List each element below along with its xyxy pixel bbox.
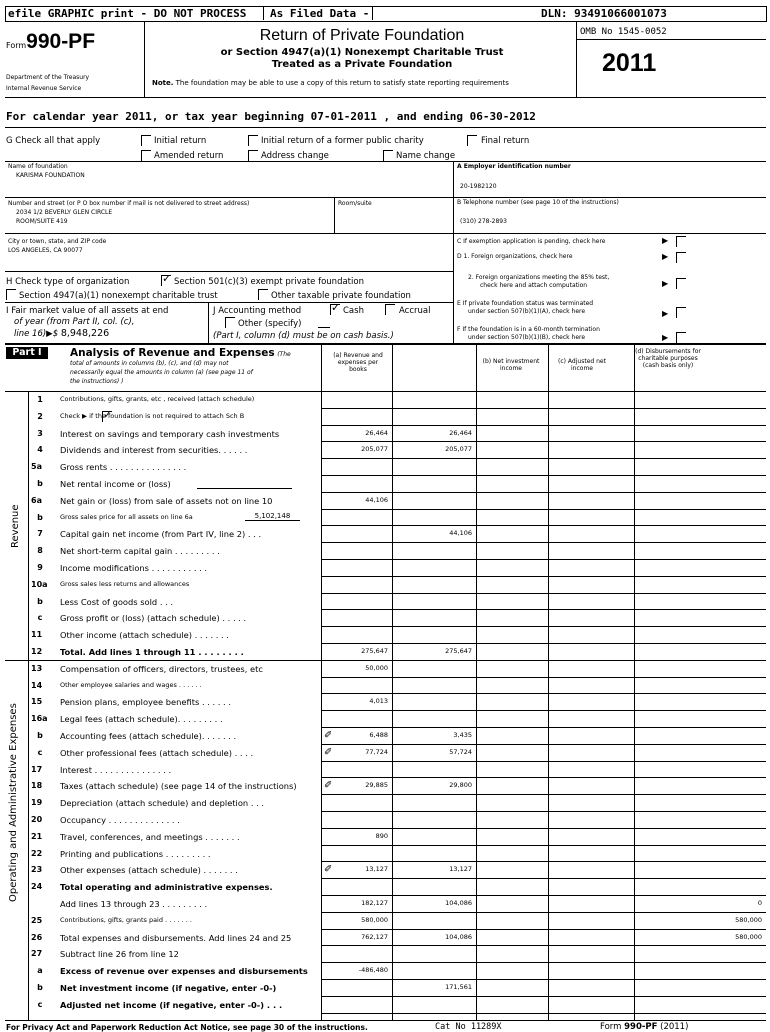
table-cell-a: 44,106: [365, 495, 388, 504]
table-row-rule: [321, 441, 766, 442]
table-row-label: Dividends and interest from securities. . . . . .: [60, 445, 248, 456]
table-cell-a: 77,724: [365, 747, 388, 756]
part-tag: Part I: [6, 347, 48, 359]
table-row-label: Total operating and administrative expenses.: [60, 882, 273, 893]
address-change-label: Address change: [261, 151, 329, 161]
attachment-icon[interactable]: ✐: [324, 864, 333, 876]
table-cell-b: 104,086: [445, 899, 472, 907]
table-cell-b: 57,724: [449, 747, 472, 756]
table-row-label: Subtract line 26 from line 12: [60, 949, 179, 960]
table-row-rule: [321, 626, 766, 627]
table-row-rule: [321, 962, 766, 963]
table-row-rule: [321, 425, 766, 426]
j-other-checkbox[interactable]: [225, 317, 235, 328]
filed-label: As Filed Data -: [270, 7, 370, 20]
part-desc-1: total of amounts in columns (b), (c), and (d) may not: [70, 360, 229, 367]
table-row-number: 25: [31, 915, 43, 925]
table-cell-b: 275,647: [445, 647, 472, 655]
table-row-rule: [321, 458, 766, 459]
table-cell-a: -486,480: [358, 966, 388, 975]
table-row-number: 1: [37, 395, 43, 404]
attachment-icon[interactable]: ✐: [324, 746, 333, 758]
street-line-2: ROOM/SUITE 419: [16, 218, 68, 225]
table-row-number: 2: [37, 411, 43, 421]
form-number: [6, 30, 95, 54]
table-row-label: Net rental income or (loss): [60, 479, 171, 489]
table-row-rule: [321, 861, 766, 862]
table-row-rule: [321, 710, 766, 711]
table-row-rule: [321, 828, 766, 829]
table-row-rule: [321, 794, 766, 795]
table-cell-b: 13,127: [449, 865, 472, 874]
table-cell-d: 0: [757, 899, 762, 907]
table-row-label: Adjusted net income (if negative, enter -0-) . . .: [60, 999, 283, 1010]
expenses-side-label: Operating and Administrative Expenses: [8, 703, 19, 902]
table-row-number: b: [37, 731, 43, 740]
table-row-number: 18: [31, 781, 43, 791]
table-row-number: b: [37, 512, 43, 522]
col-c-header: (c) Adjusted net income: [558, 358, 606, 372]
fmv-value: 8,948,226: [60, 328, 110, 339]
table-row-number: 26: [31, 932, 43, 942]
tax-year-begin: 07-01-2011: [310, 110, 377, 123]
line-d1-checkbox[interactable]: [676, 252, 686, 263]
omb-number: OMB No 1545-0052: [580, 27, 667, 37]
part-title: Analysis of Revenue and Expenses (The: [70, 347, 291, 359]
attachment-icon[interactable]: ✐: [324, 730, 333, 741]
table-row-label: Contributions, gifts, grants, etc , received (attach schedule): [60, 395, 255, 403]
table-row-label: Contributions, gifts, grants paid . . . . . . .: [60, 915, 192, 924]
table-row-number: 15: [31, 697, 43, 707]
table-row-rule: [321, 945, 766, 946]
table-row-number: 10a: [31, 579, 48, 589]
line-f-checkbox[interactable]: [676, 332, 686, 343]
table-cell-b: 205,077: [445, 445, 472, 454]
table-row-label: Accounting fees (attach schedule). . . . . . .: [60, 731, 237, 741]
table-cell-a: 890: [375, 831, 388, 840]
table-row-number: 14: [31, 680, 43, 690]
table-row-number: 11: [31, 630, 43, 640]
table-row-label: Other professional fees (attach schedule) . . . .: [60, 747, 254, 758]
line-d2-checkbox[interactable]: [676, 278, 686, 289]
table-row-label: Interest . . . . . . . . . . . . . . .: [60, 764, 172, 775]
h-other-checkbox[interactable]: [258, 289, 268, 300]
col-b-header: (b) Net investment income: [482, 358, 540, 372]
h-501c3-label: Section 501(c)(3) exempt private foundation: [174, 277, 364, 287]
line-d1-arrow: ▶: [662, 252, 669, 261]
foundation-name-label: Name of foundation: [8, 163, 68, 170]
h-501c3-checkbox[interactable]: [161, 275, 171, 286]
table-row-rule: [321, 912, 766, 913]
table-row-rule: [321, 693, 766, 694]
revenue-side-label: Revenue: [10, 504, 21, 548]
line-e-text-1: E If private foundation status was terminated: [457, 300, 594, 307]
table-row-rule: [321, 878, 766, 879]
form-prefix: Form: [6, 41, 27, 50]
table-row-label: Add lines 13 through 23 . . . . . . . . .: [60, 899, 208, 909]
part-desc-2: necessarily equal the amounts in column (a) (see page 11 of: [70, 369, 253, 376]
table-row-number: 24: [31, 882, 43, 892]
table-row-number: 12: [31, 647, 43, 656]
j-accrual-checkbox[interactable]: [385, 304, 395, 315]
efile-label: efile GRAPHIC print - DO NOT PROCESS: [8, 7, 247, 20]
table-row-number: 17: [31, 764, 43, 774]
table-cell-b: 29,800: [449, 781, 472, 790]
j-accrual-label: Accrual: [399, 306, 431, 316]
table-row-label: Interest on savings and temporary cash investments: [60, 428, 280, 439]
street-line-1: 2034 1/2 BEVERLY GLEN CIRCLE: [16, 209, 113, 216]
table-row-number: 6a: [31, 495, 42, 505]
table-cell-b: 26,464: [449, 428, 472, 437]
table-row-label: Other expenses (attach schedule) . . . . . . .: [60, 865, 238, 876]
table-row-label: Printing and publications . . . . . . . . .: [60, 848, 211, 859]
form-subtitle-1: or Section 4947(a)(1) Nonexempt Charitable Trust: [220, 47, 504, 58]
table-cell-a: 762,127: [361, 932, 388, 941]
table-row-label: Other employee salaries and wages . . . . . .: [60, 680, 202, 689]
check-all-label: G Check all that apply: [6, 136, 101, 146]
table-row-label: Less Cost of goods sold . . .: [60, 596, 174, 607]
table-row-label: Income modifications . . . . . . . . . . .: [60, 563, 208, 573]
table-row-number: b: [37, 983, 43, 992]
j-other-underline: [318, 327, 330, 328]
street-label: Number and street (or P O box number if mail is not delivered to street address): [8, 200, 250, 207]
table-row-number: 27: [31, 949, 43, 959]
table-column-rule: [548, 345, 549, 1020]
table-cell-a: 580,000: [361, 915, 388, 924]
sch-b-checkbox[interactable]: [102, 411, 112, 422]
line-c-text: C If exemption application is pending, check here: [457, 238, 606, 245]
table-row-number: 21: [31, 831, 43, 841]
table-row-number: 7: [37, 529, 43, 539]
note-text: The foundation may be able to use a copy of this return to satisfy state reporting requirements: [175, 79, 509, 87]
table-header-rule: [5, 391, 766, 392]
name-change-label: Name change: [396, 151, 456, 161]
table-row-rule: [321, 576, 766, 577]
table-row-number: 19: [31, 798, 43, 808]
table-row-label: Net investment income (if negative, enter -0-): [60, 983, 277, 993]
h-label: H Check type of organization: [6, 277, 130, 287]
line-d1-text: D 1. Foreign organizations, check here: [457, 253, 573, 260]
foundation-name: KARISMA FOUNDATION: [16, 172, 85, 179]
table-row-rule: [321, 777, 766, 778]
table-row-label: Net short-term capital gain . . . . . . . . .: [60, 546, 220, 557]
table-cell-a: 50,000: [365, 663, 388, 672]
table-cell-b: 3,435: [453, 731, 472, 739]
line-e-arrow: ▶: [662, 309, 669, 318]
part-desc-3: the instructions) ): [70, 378, 124, 385]
table-row-label: Legal fees (attach schedule). . . . . . . . .: [60, 714, 223, 725]
line-f-arrow: ▶: [662, 333, 669, 342]
table-row-label: Gross sales price for all assets on line 6a: [60, 512, 193, 521]
ein-value: 20-1982120: [460, 183, 497, 190]
amended-return-checkbox[interactable]: [141, 150, 151, 161]
table-row-rule: [321, 492, 766, 493]
table-cell-a: 275,647: [361, 647, 388, 655]
table-row-label: Total expenses and disbursements. Add lines 24 and 25: [60, 932, 292, 943]
table-cell-a: 13,127: [365, 865, 388, 874]
table-row-label: Other income (attach schedule) . . . . . . .: [60, 630, 229, 641]
table-cell-d: 580,000: [735, 932, 762, 941]
name-change-checkbox[interactable]: [383, 150, 393, 161]
table-row-label: Taxes (attach schedule) (see page 14 of the instructions): [60, 781, 297, 792]
city-value: LOS ANGELES, CA 90077: [8, 247, 83, 254]
j-other-label: Other (specify): [238, 319, 302, 329]
amended-return-label: Amended return: [154, 151, 224, 161]
dln-label: DLN: 93491066001073: [541, 7, 667, 20]
table-row-rule: [321, 677, 766, 678]
table-row-label: Net gain or (loss) from sale of assets not on line 10: [60, 495, 273, 506]
j-label: J Accounting method: [213, 306, 302, 316]
form-note: [152, 79, 509, 87]
table-row-number: c: [37, 613, 43, 623]
table-row-label: Capital gain net income (from Part IV, line 2) . . .: [60, 529, 262, 540]
form-number-text: 990-PF: [26, 30, 96, 53]
table-cell-b: 171,561: [445, 983, 472, 991]
line-e-text-2: under section 507(b)(1)(A), check here: [468, 308, 586, 315]
table-row-rule: [321, 593, 766, 594]
final-return-checkbox[interactable]: [467, 135, 477, 146]
line-c-checkbox[interactable]: [676, 236, 686, 247]
table-row-label: Gross rents . . . . . . . . . . . . . . .: [60, 462, 187, 473]
table-row-number: c: [37, 747, 43, 757]
form-subtitle-2: Treated as a Private Foundation: [271, 59, 453, 70]
j-cash-label: Cash: [343, 306, 364, 316]
table-row-number: 22: [31, 848, 43, 858]
phone-label: B Telephone number (see page 10 of the instructions): [457, 199, 619, 206]
table-row-number: 23: [31, 865, 43, 875]
table-row-rule: [321, 609, 766, 610]
dept-line-1: Department of the Treasury: [6, 74, 90, 81]
i-line-2: of year (from Part II, col. (c),: [14, 317, 135, 327]
table-row-rule: [321, 929, 766, 930]
h-4947-label: Section 4947(a)(1) nonexempt charitable trust: [19, 291, 218, 301]
tax-year-end: 06-30-2012: [469, 110, 536, 123]
j-note: (Part I, column (d) must be on cash basis.): [213, 331, 394, 341]
tax-year-line: For calendar year 2011, or tax year beginning 07-01-2011 , and ending 06-30-2012: [6, 110, 536, 123]
table-row-rule: [321, 408, 766, 409]
initial-return-checkbox[interactable]: [141, 135, 151, 146]
table-row-label: Depreciation (attach schedule) and depletion . . .: [60, 798, 265, 809]
final-return-label: Final return: [481, 136, 530, 146]
line-e-checkbox[interactable]: [676, 307, 686, 318]
table-row-label: Compensation of officers, directors, trustees, etc: [60, 663, 263, 674]
table-cell-b: 44,106: [449, 529, 472, 538]
table-cell-a: 29,885: [365, 781, 388, 790]
table-row-number: 5a: [31, 462, 42, 472]
line-d2-text-2: check here and attach computation: [480, 282, 588, 289]
h-other-label: Other taxable private foundation: [271, 291, 411, 301]
table-row-rule: [321, 525, 766, 526]
table-row-rule: [321, 1013, 766, 1014]
footer-form: Form 990-PF (2011): [600, 1022, 689, 1032]
room-label: Room/suite: [338, 200, 372, 207]
table-row-label: Excess of revenue over expenses and disbursements: [60, 966, 308, 977]
line-f-text-2: under section 507(b)(1)(B), check here: [468, 334, 586, 341]
col-a-header: (a) Revenue and expenses per books: [333, 352, 383, 373]
table-row-label: Travel, conferences, and meetings . . . . . . .: [60, 831, 240, 842]
table-row-label: Gross sales less returns and allowances: [60, 579, 190, 588]
phone-value: (310) 278-2893: [460, 218, 507, 225]
line-c-arrow: ▶: [662, 236, 669, 245]
privacy-notice: For Privacy Act and Paperwork Reduction Act Notice, see page 30 of the instructions.: [6, 1023, 368, 1032]
table-row-rule: [321, 811, 766, 812]
city-label: City or town, state, and ZIP code: [8, 238, 107, 245]
table-cell-a: 182,127: [361, 899, 388, 907]
note-label: Note.: [152, 79, 174, 87]
table-cell-d: 580,000: [735, 915, 762, 924]
table-row-number: 3: [37, 428, 43, 438]
table-row-rule: [321, 744, 766, 745]
section-rule: [5, 660, 766, 661]
table-row-rule: [321, 845, 766, 846]
col-d-header: (d) Disbursements for charitable purposes (cash basis only): [635, 348, 701, 369]
table-cell-b: 104,086: [445, 932, 472, 941]
table-row-rule: [321, 542, 766, 543]
cat-number: Cat No 11289X: [435, 1022, 502, 1032]
table-cell-a: 205,077: [361, 445, 388, 454]
table-row-number: 8: [37, 546, 43, 556]
table-row-number: 13: [31, 663, 43, 673]
initial-former-checkbox[interactable]: [248, 135, 258, 146]
table-row-rule: [321, 475, 766, 476]
table-row-number: 20: [31, 815, 43, 824]
i-line-1: I Fair market value of all assets at end: [6, 306, 169, 316]
attachment-icon[interactable]: ✐: [324, 780, 333, 792]
i-line-3: line 16)▶$ 8,948,226: [14, 328, 110, 339]
table-row-rule: [321, 761, 766, 762]
table-column-rule: [476, 345, 477, 1020]
table-row-number: a: [37, 966, 43, 976]
table-cell-a: 26,464: [365, 428, 388, 437]
table-row-rule: [321, 996, 766, 997]
form-title: Return of Private Foundation: [259, 27, 465, 44]
initial-return-label: Initial return: [154, 136, 207, 146]
table-row-rule: [321, 895, 766, 896]
line-6b-value: 5,102,148: [245, 512, 300, 521]
dept-line-2: Internal Revenue Service: [6, 85, 82, 92]
rental-income-underline: [197, 488, 292, 489]
table-row-rule: [321, 559, 766, 560]
line-d2-arrow: ▶: [662, 279, 669, 288]
table-row-number: b: [37, 479, 43, 488]
table-row-rule: [321, 727, 766, 728]
table-row-number: 9: [37, 563, 43, 572]
line-f-text-1: F If the foundation is in a 60-month termination: [457, 326, 600, 333]
table-row-rule: [321, 979, 766, 980]
table-row-rule: [321, 643, 766, 644]
table-cell-a: 6,488: [369, 731, 388, 739]
address-change-checkbox[interactable]: [248, 150, 258, 161]
initial-former-label: Initial return of a former public charity: [261, 136, 424, 146]
table-row-label: Total. Add lines 1 through 11 . . . . . . . .: [60, 647, 244, 657]
table-row-number: 4: [37, 445, 43, 455]
table-row-rule: [321, 509, 766, 510]
tax-year-big: 2011: [602, 49, 657, 77]
table-row-number: 16a: [31, 714, 48, 724]
h-4947-checkbox[interactable]: [6, 289, 16, 300]
table-cell-a: 4,013: [369, 697, 388, 706]
table-row-label: Gross profit or (loss) (attach schedule) . . . . .: [60, 613, 247, 624]
table-row-number: c: [37, 999, 43, 1009]
line-d2-text-1: 2. Foreign organizations meeting the 85% test,: [468, 274, 610, 281]
table-row-label: Check ▶ if the foundation is not required to attach Sch B: [60, 411, 245, 420]
j-cash-checkbox[interactable]: [330, 304, 340, 315]
table-row-label: Occupancy . . . . . . . . . . . . . .: [60, 815, 180, 825]
table-row-number: b: [37, 596, 43, 606]
table-row-label: Pension plans, employee benefits . . . . . .: [60, 697, 231, 708]
ein-label: A Employer identification number: [457, 163, 571, 170]
